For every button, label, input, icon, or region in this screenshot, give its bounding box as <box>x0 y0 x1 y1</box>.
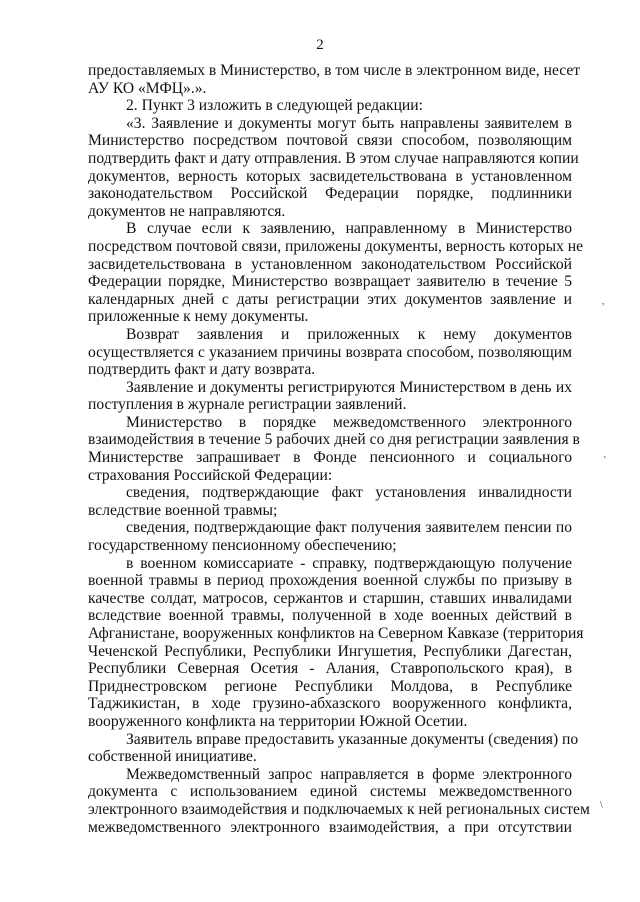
text-line: документов, верность которых засвидетельствована в установленном <box>88 167 572 185</box>
text-line: вследствие военной травмы, полученной в ходе военных действий в <box>88 607 572 625</box>
text-line: Министерство в порядке межведомственного электронного <box>126 413 572 431</box>
text-line: вследствие военной травмы; <box>88 501 278 519</box>
text-line: в военном комиссариате - справку, подтверждающую получение <box>126 554 572 572</box>
text-line: документов не направляются. <box>88 202 286 220</box>
text-line: Заявление и документы регистрируются Министерством в день их <box>126 378 572 396</box>
text-line: Возврат заявления и приложенных к нему документов <box>126 325 572 343</box>
text-line: собственной инициативе. <box>88 748 257 766</box>
text-line: «3. Заявление и документы могут быть направлены заявителем в <box>126 114 572 132</box>
text-line: засвидетельствована в установленном законодательством Российской <box>88 255 572 273</box>
text-line: Межведомственный запрос направляется в форме электронного <box>126 765 572 783</box>
page-number: 2 <box>316 37 324 53</box>
text-line: взаимодействия в течение 5 рабочих дней со дня регистрации заявления в <box>88 431 580 449</box>
text-line: качестве солдат, матросов, сержантов и старшин, ставших инвалидами <box>88 589 572 607</box>
scan-mark: \ <box>600 800 603 811</box>
scan-mark: ' <box>604 455 606 466</box>
text-line: документа с использованием единой системы межведомственного <box>88 783 572 801</box>
text-line: подтвердить факт и дату возврата. <box>88 361 316 379</box>
text-line: календарных дней с даты регистрации этих документов заявление и <box>88 290 572 308</box>
scan-mark: , <box>602 296 605 307</box>
text-line: законодательством Российской Федерации порядке, подлинники <box>88 185 572 203</box>
text-line: Чеченской Республики, Республики Ингушетия, Республики Дагестан, <box>88 642 572 660</box>
text-line: Таджикистан, в ходе грузино-абхазского вооруженного конфликта, <box>88 695 572 713</box>
text-line: приложенные к нему документы. <box>88 308 309 326</box>
text-line: подтвердить факт и дату отправления. В этом случае направляются копии <box>88 149 579 167</box>
text-line: Министерство посредством почтовой связи способом, позволяющим <box>88 132 572 150</box>
text-line: страхования Российской Федерации: <box>88 466 333 484</box>
text-line: вооруженного конфликта на территории Южной Осетии. <box>88 712 468 730</box>
text-line: осуществляется с указанием причины возврата способом, позволяющим <box>88 343 572 361</box>
text-line: Федерации порядке, Министерство возвращает заявителю в течение 5 <box>88 273 572 291</box>
text-line: Министерстве запрашивает в Фонде пенсионного и социального <box>88 449 572 467</box>
text-line: государственному пенсионному обеспечению; <box>88 537 397 555</box>
text-line: сведения, подтверждающие факт получения заявителем пенсии по <box>126 519 572 537</box>
text-line: посредством почтовой связи, приложены документы, верность которых не <box>88 237 584 255</box>
text-line: Заявитель вправе предоставить указанные документы (сведения) по <box>126 730 579 748</box>
text-line: АУ КО «МФЦ».». <box>88 79 207 97</box>
text-line: Приднестровском регионе Республики Молдова, в Республике <box>88 677 572 695</box>
document-body <box>88 62 590 836</box>
text-line: Республики Северная Осетия - Алания, Ставропольского края), в <box>88 660 572 678</box>
text-line: 2. Пункт 3 изложить в следующей редакции: <box>126 97 423 115</box>
text-line: предоставляемых в Министерство, в том числе в электронном виде, несет <box>88 62 581 79</box>
text-line: межведомственного электронного взаимодействия, а при отсутствии <box>88 818 572 836</box>
text-line: электронного взаимодействия и подключаемых к ней региональных систем <box>88 800 590 818</box>
text-line: поступления в журнале регистрации заявлений. <box>88 396 407 414</box>
text-line: военной травмы в период прохождения военной службы по призыву в <box>88 572 572 590</box>
text-line: сведения, подтверждающие факт установления инвалидности <box>126 484 572 502</box>
text-line: Афганистане, вооруженных конфликтов на Северном Кавказе (территория <box>88 625 584 642</box>
text-line: В случае если к заявлению, направленному в Министерство <box>126 220 572 238</box>
